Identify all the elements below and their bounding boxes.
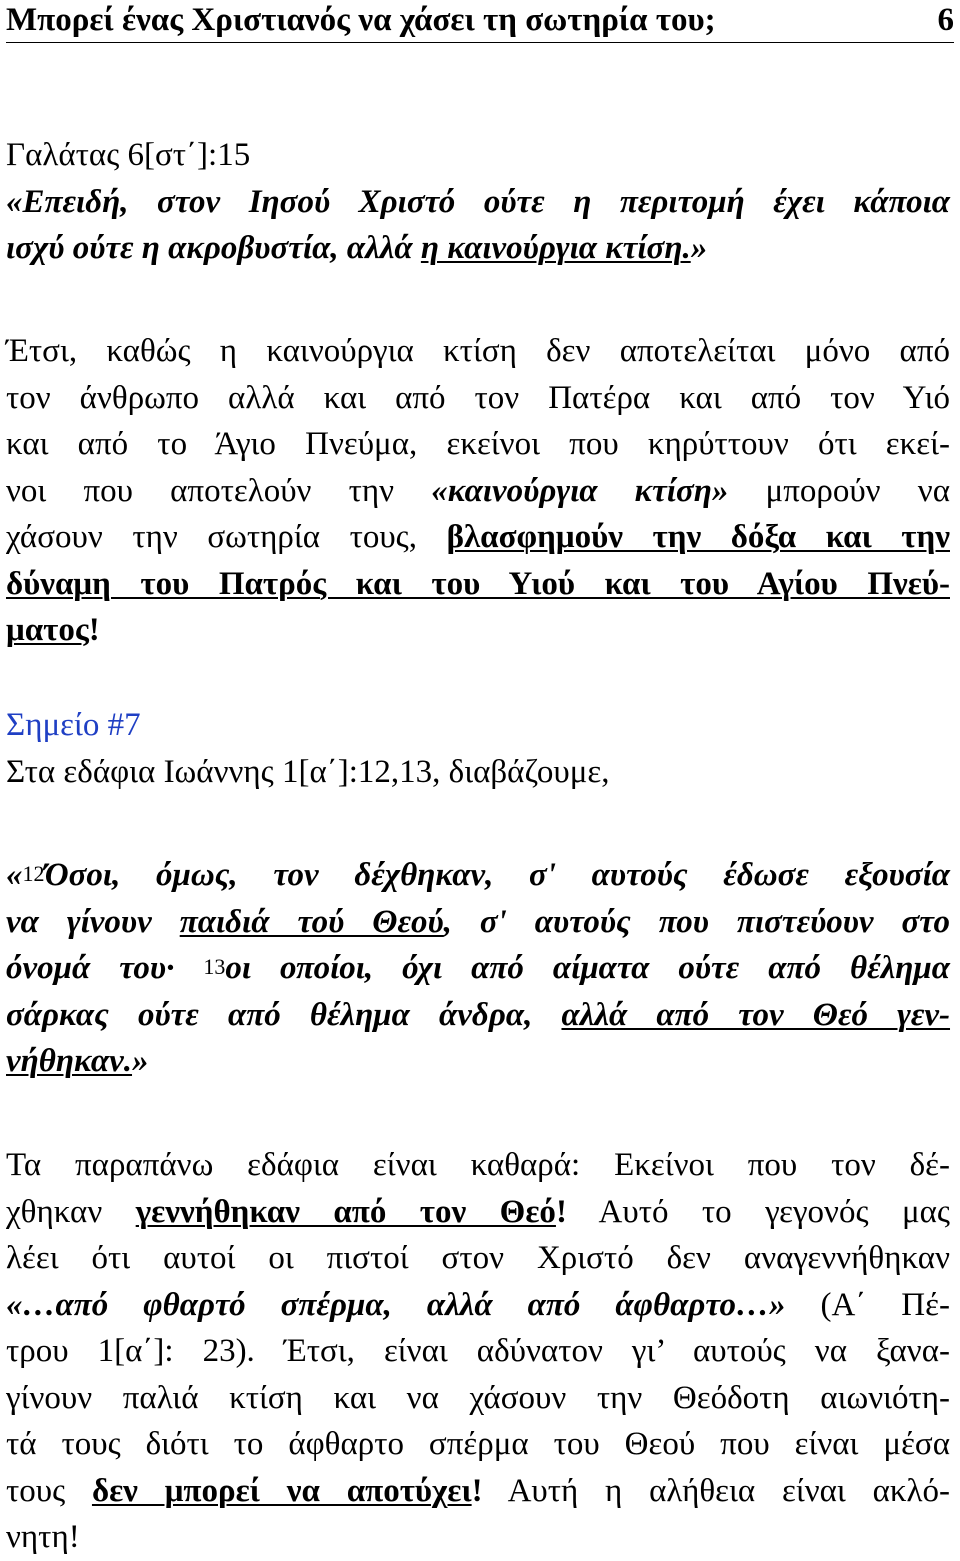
paragraph-line: Έτσι, καθώς η καινούργια κτίση δεν αποτελείται μόνο από: [6, 333, 950, 369]
verse-quote-line: «Επειδή, στον Ιησού Χριστό ούτε η περιτομή έχει κάποια: [6, 183, 950, 220]
paragraph-line: Τα παραπάνω εδάφια είναι καθαρά: Εκείνοι που τον δέ-: [6, 1147, 950, 1183]
verse-reference: Γαλάτας 6[στ΄]:15: [6, 137, 251, 173]
paragraph-line: γίνουν παλιά κτίση και να χάσουν την Θεόδοτη αιωνιότη-: [6, 1379, 950, 1416]
verse-quote-line: νήθηκαν.»: [6, 1043, 149, 1079]
paragraph-line: τους δεν μπορεί να αποτύχει! Αυτή η αλήθεια είναι ακλό-: [6, 1472, 950, 1509]
page-header: [6, 0, 954, 43]
verse-quote-line: «$^{12}$Όσοι, όμως, τον δέχθηκαν, σ' αυτούς έδωσε εξουσία: [6, 857, 950, 893]
verse-quote-line: ισχύ ούτε η ακροβυστία, αλλά η καινούργια κτίση.»: [6, 230, 708, 266]
paragraph-line: τρου 1[α΄]: 23). Έτσι, είναι αδύνατον γι’ αυτούς να ξανα-: [6, 1333, 950, 1369]
verse-galatians: [6, 132, 950, 272]
paragraph-line: «…από φθαρτό σπέρμα, αλλά από άφθαρτο…» (Α΄ Πέ-: [6, 1286, 950, 1323]
paragraph-line: χάσουν την σωτηρία τους, βλασφημούν την δόξα και την: [6, 519, 950, 555]
point-heading: Σημείο #7: [6, 707, 141, 743]
paragraph-line: τον άνθρωπο αλλά και από τον Πατέρα και από τον Υιό: [6, 379, 950, 416]
verse-quote-line: να γίνουν παιδιά τού Θεού, σ' αυτούς που πιστεύουν στο: [6, 903, 950, 940]
paragraph-line: και από το Άγιο Πνεύμα, εκείνοι που κηρύττουν ότι εκεί-: [6, 426, 950, 462]
paragraph-line: λέει ότι αυτοί οι πιστοί στον Χριστό δεν αναγεννήθηκαν: [6, 1240, 950, 1276]
paragraph-born-of-god: [6, 1142, 950, 1561]
verse-number: 12: [22, 861, 45, 886]
paragraph-line: ματος!: [6, 612, 100, 648]
paragraph-line: νητη!: [6, 1519, 80, 1555]
paragraph-line: τά τους διότι το άφθαρτο σπέρμα του Θεού που είναι μέσα: [6, 1426, 950, 1462]
paragraph-line: δύναμη του Πατρός και του Υιού και του Αγίου Πνεύ-: [6, 565, 950, 602]
verse-number: 13: [203, 954, 226, 979]
verse-quote-line: όνομά του· $^{13}$οι οποίοι, όχι από αίματα ούτε από θέλημα: [6, 950, 950, 986]
point-intro: Στα εδάφια Ιωάννης 1[α΄]:12,13, διαβάζουμε,: [6, 753, 610, 790]
page-title: Μπορεί ένας Χριστιανός να χάσει τη σωτηρία του;: [6, 2, 716, 38]
point-section: [6, 702, 950, 795]
paragraph-new-creation: [6, 328, 950, 654]
verse-quote-line: σάρκας ούτε από θέλημα άνδρα, αλλά από τον Θεό γεν-: [6, 996, 951, 1033]
page-number: 6: [937, 2, 954, 38]
paragraph-line: νοι που αποτελούν την «καινούργια κτίση» μπορούν να: [6, 472, 950, 509]
verse-john: [6, 852, 950, 1085]
paragraph-line: χθηκαν γεννήθηκαν από τον Θεό! Αυτό το γεγονός μας: [6, 1193, 950, 1230]
